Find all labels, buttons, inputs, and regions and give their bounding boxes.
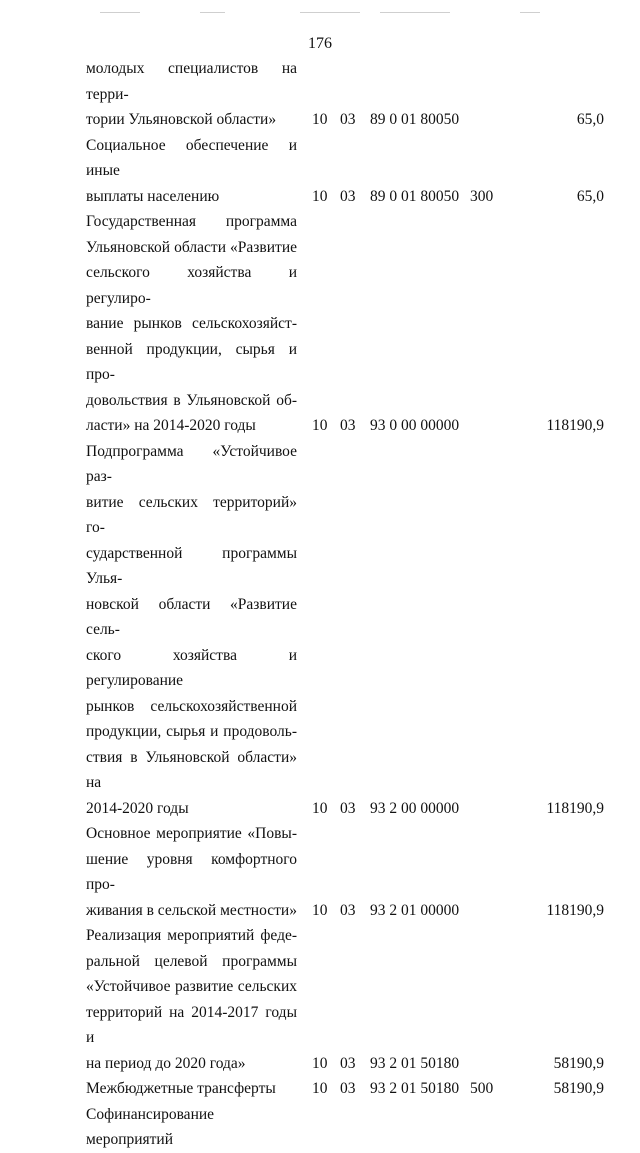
amount: 118190,9 (546, 799, 604, 817)
row-name-line: шение уровня комфортного про- (86, 850, 297, 893)
row-name-line: 2014-2020 годы (86, 799, 189, 817)
amount: 65,0 (576, 187, 604, 205)
row-name-line: Ульяновской области «Развитие (86, 238, 297, 256)
row-name-line: сельского хозяйства и регулиро- (86, 264, 297, 307)
amount: 58190,9 (553, 1054, 604, 1072)
row-name-line: молодых специалистов на терри- (86, 60, 297, 103)
subsection-code: 03 (340, 417, 356, 434)
table-row (0, 56, 640, 133)
row-name-line: Межбюджетные трансферты (86, 1080, 276, 1097)
table-row (0, 923, 640, 1076)
amount: 65,0 (576, 111, 604, 128)
expense-type-code: 500 (470, 1080, 494, 1097)
target-article-code: 93 2 01 00000 (370, 901, 460, 919)
row-name-line: на период до 2020 года» (86, 1054, 246, 1072)
section-code: 10 (312, 187, 328, 205)
target-article-code: 93 2 00 00000 (370, 799, 460, 817)
table-row (0, 821, 640, 923)
section-code: 10 (312, 901, 328, 919)
row-name-line: ласти» на 2014-2020 годы (86, 417, 256, 434)
amount: 118190,9 (546, 901, 604, 919)
row-name-line: «Устойчивое развитие сельских (86, 978, 297, 995)
budget-table (0, 56, 640, 1153)
row-name-line: вание рынков сельскохозяйст- (86, 315, 297, 332)
row-name (86, 439, 297, 822)
row-name-line: рынков сельскохозяйственной (86, 697, 297, 715)
row-name-line: территорий на 2014-2017 годы и (86, 1003, 297, 1046)
subsection-code: 03 (340, 901, 356, 919)
section-code: 10 (312, 111, 328, 128)
amount: 58190,9 (553, 1080, 604, 1097)
subsection-code: 03 (340, 1080, 356, 1097)
row-name-line: живания в сельской местности» (86, 901, 297, 919)
row-name-line: Государственная программа (86, 213, 297, 230)
row-name-line: сударственной программы Улья- (86, 544, 297, 587)
section-code: 10 (312, 417, 328, 434)
row-name-line: тории Ульяновской области» (86, 111, 277, 128)
row-name-line: Основное мероприятие «Повы- (86, 825, 297, 842)
row-name-line: ского хозяйства и регулирование (86, 646, 297, 689)
target-article-code: 93 0 00 00000 (370, 417, 460, 434)
section-code: 10 (312, 1054, 328, 1072)
page-number: 176 (308, 35, 332, 52)
amount: 118190,9 (546, 417, 604, 434)
row-name (86, 209, 297, 439)
row-name-line: продукции, сырья и продоволь- (86, 723, 297, 740)
row-name-line: витие сельских территорий» го- (86, 493, 297, 536)
table-row (0, 439, 640, 822)
subsection-code: 03 (340, 187, 356, 205)
row-name-line: ствия в Ульяновской области» на (86, 748, 297, 791)
target-article-code: 89 0 01 80050 (370, 187, 460, 205)
row-name-line: Реализация мероприятий феде- (86, 927, 297, 944)
target-article-code: 93 2 01 50180 (370, 1054, 460, 1072)
section-code: 10 (312, 1080, 328, 1097)
row-name-line: Подпрограмма «Устойчивое раз- (86, 442, 297, 485)
target-article-code: 93 2 01 50180 (370, 1080, 460, 1097)
subsection-code: 03 (340, 111, 356, 128)
row-name-line: Софинансирование мероприятий (86, 1105, 215, 1148)
subsection-code: 03 (340, 799, 356, 817)
table-row (0, 1102, 640, 1153)
table-row (0, 209, 640, 439)
row-name-line: довольствия в Ульяновской об- (86, 391, 297, 409)
row-name-line: ральной целевой программы (86, 952, 297, 970)
row-name-line: венной продукции, сырья и про- (86, 340, 297, 383)
subsection-code: 03 (340, 1054, 356, 1072)
target-article-code: 89 0 01 80050 (370, 111, 460, 128)
row-name-line: Социальное обеспечение и иные (86, 136, 297, 179)
table-row (0, 1076, 640, 1102)
section-code: 10 (312, 799, 328, 817)
row-name-line: новской области «Развитие сель- (86, 595, 297, 638)
expense-type-code: 300 (470, 187, 494, 205)
row-name-line: выплаты населению (86, 187, 220, 205)
table-row (0, 133, 640, 210)
